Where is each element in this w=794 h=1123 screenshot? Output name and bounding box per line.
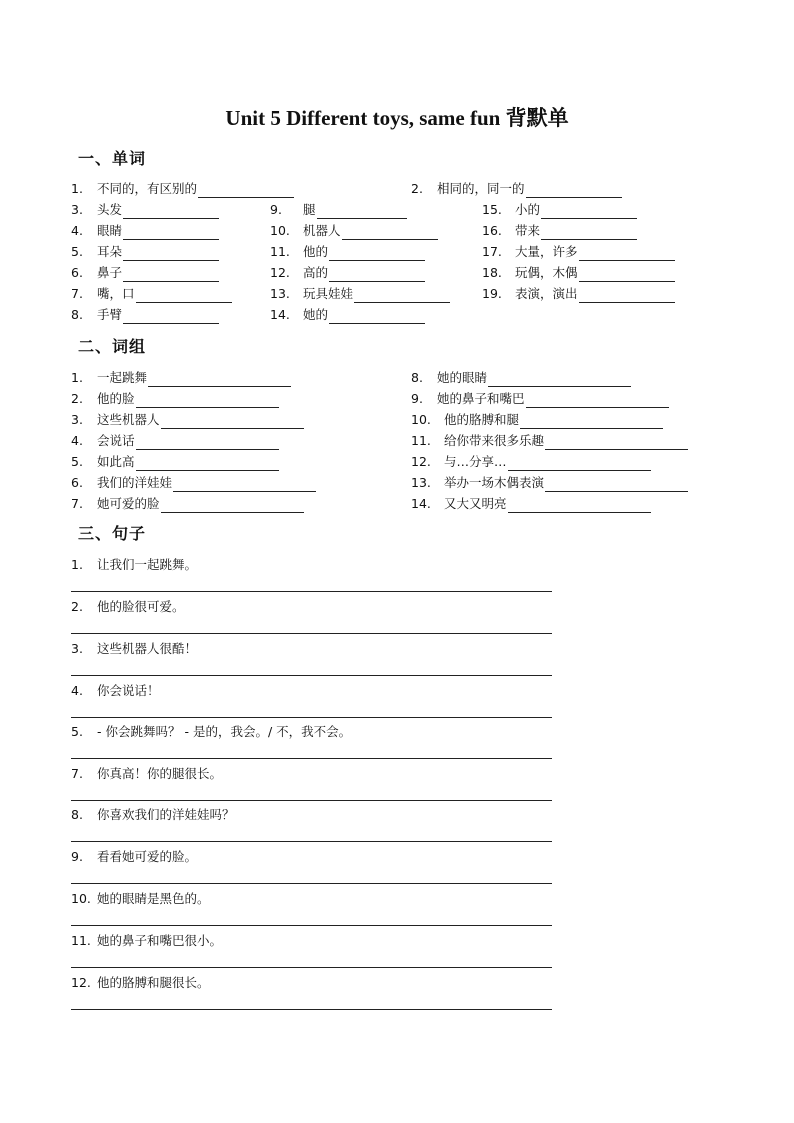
answer-line[interactable] — [71, 591, 552, 592]
phrase-item: 5. 如此高 — [71, 453, 279, 471]
phrase-item: 11. 给你带来很多乐趣 — [411, 432, 688, 450]
phrase-item: 2. 他的脸 — [71, 390, 279, 408]
answer-blank[interactable] — [136, 394, 279, 408]
phrase-item: 14. 又大又明亮 — [411, 495, 651, 513]
word-item: 1. 不同的，有区别的 — [71, 180, 294, 198]
answer-blank[interactable] — [198, 184, 294, 198]
answer-blank[interactable] — [342, 226, 438, 240]
answer-blank[interactable] — [148, 373, 291, 387]
answer-blank[interactable] — [123, 226, 219, 240]
sentence-prompt: 7. 你真高！你的腿很长。 — [71, 766, 223, 781]
word-item: 14. 她的 — [270, 306, 425, 324]
answer-blank[interactable] — [541, 226, 637, 240]
answer-line[interactable] — [71, 717, 552, 718]
answer-blank[interactable] — [488, 373, 631, 387]
sentence-prompt: 2. 他的脸很可爱。 — [71, 599, 185, 614]
answer-blank[interactable] — [579, 268, 675, 282]
sentence-prompt: 3. 这些机器人很酷！ — [71, 641, 198, 656]
word-item: 8. 手臂 — [71, 306, 219, 324]
word-item: 16. 带来 — [482, 222, 637, 240]
answer-blank[interactable] — [545, 478, 688, 492]
word-item: 9. 腿 — [270, 201, 407, 219]
answer-blank[interactable] — [579, 289, 675, 303]
phrase-item: 1. 一起跳舞 — [71, 369, 291, 387]
answer-line[interactable] — [71, 967, 552, 968]
answer-blank[interactable] — [579, 247, 675, 261]
sentence-prompt: 8. 你喜欢我们的洋娃娃吗？ — [71, 807, 235, 822]
phrase-item: 6. 我们的洋娃娃 — [71, 474, 316, 492]
phrase-item: 3. 这些机器人 — [71, 411, 304, 429]
answer-line[interactable] — [71, 1009, 552, 1010]
phrase-item: 8. 她的眼睛 — [411, 369, 631, 387]
word-item: 4. 眼睛 — [71, 222, 219, 240]
answer-blank[interactable] — [508, 499, 651, 513]
page-title: Unit 5 Different toys, same fun 背默单 — [225, 106, 569, 130]
sentence-prompt: 5. - 你会跳舞吗？ - 是的，我会。/ 不，我不会。 — [71, 724, 352, 739]
word-item: 15. 小的 — [482, 201, 637, 219]
sentence-prompt: 11. 她的鼻子和嘴巴很小。 — [71, 933, 223, 948]
word-item: 12. 高的 — [270, 264, 425, 282]
sentence-prompt: 1. 让我们一起跳舞。 — [71, 557, 198, 572]
answer-blank[interactable] — [136, 457, 279, 471]
word-item: 18. 玩偶，木偶 — [482, 264, 675, 282]
answer-blank[interactable] — [508, 457, 651, 471]
answer-blank[interactable] — [161, 499, 304, 513]
answer-blank[interactable] — [161, 415, 304, 429]
answer-line[interactable] — [71, 841, 552, 842]
answer-line[interactable] — [71, 675, 552, 676]
answer-blank[interactable] — [329, 268, 425, 282]
word-item: 6. 鼻子 — [71, 264, 219, 282]
answer-blank[interactable] — [136, 289, 232, 303]
answer-blank[interactable] — [317, 205, 407, 219]
answer-line[interactable] — [71, 633, 552, 634]
answer-blank[interactable] — [526, 394, 669, 408]
answer-blank[interactable] — [329, 310, 425, 324]
phrase-item: 10. 他的胳膊和腿 — [411, 411, 663, 429]
phrase-item: 13. 举办一场木偶表演 — [411, 474, 688, 492]
answer-line[interactable] — [71, 925, 552, 926]
sentence-prompt: 9. 看看她可爱的脸。 — [71, 849, 198, 864]
word-item: 17. 大量，许多 — [482, 243, 675, 261]
section-heading-phrases: 二、词组 — [78, 337, 147, 356]
answer-blank[interactable] — [541, 205, 637, 219]
answer-blank[interactable] — [329, 247, 425, 261]
word-item: 10. 机器人 — [270, 222, 438, 240]
answer-blank[interactable] — [354, 289, 450, 303]
word-item: 13. 玩具娃娃 — [270, 285, 450, 303]
word-item: 7. 嘴，口 — [71, 285, 232, 303]
answer-line[interactable] — [71, 800, 552, 801]
answer-blank[interactable] — [123, 247, 219, 261]
answer-blank[interactable] — [520, 415, 663, 429]
sentence-prompt: 4. 你会说话！ — [71, 683, 160, 698]
word-item: 11. 他的 — [270, 243, 425, 261]
phrase-item: 12. 与…分享… — [411, 453, 651, 471]
answer-blank[interactable] — [123, 310, 219, 324]
word-item: 5. 耳朵 — [71, 243, 219, 261]
answer-line[interactable] — [71, 758, 552, 759]
answer-blank[interactable] — [173, 478, 316, 492]
answer-blank[interactable] — [136, 436, 279, 450]
word-item: 19. 表演，演出 — [482, 285, 675, 303]
section-heading-sentences: 三、句子 — [78, 524, 147, 543]
answer-blank[interactable] — [545, 436, 688, 450]
sentence-prompt: 12. 他的胳膊和腿很长。 — [71, 975, 210, 990]
answer-blank[interactable] — [123, 268, 219, 282]
word-item: 3. 头发 — [71, 201, 219, 219]
answer-blank[interactable] — [526, 184, 622, 198]
phrase-item: 4. 会说话 — [71, 432, 279, 450]
section-heading-words: 一、单词 — [78, 149, 147, 168]
phrase-item: 7. 她可爱的脸 — [71, 495, 304, 513]
answer-blank[interactable] — [123, 205, 219, 219]
phrase-item: 9. 她的鼻子和嘴巴 — [411, 390, 669, 408]
word-item: 2. 相同的，同一的 — [411, 180, 622, 198]
answer-line[interactable] — [71, 883, 552, 884]
sentence-prompt: 10. 她的眼睛是黑色的。 — [71, 891, 210, 906]
